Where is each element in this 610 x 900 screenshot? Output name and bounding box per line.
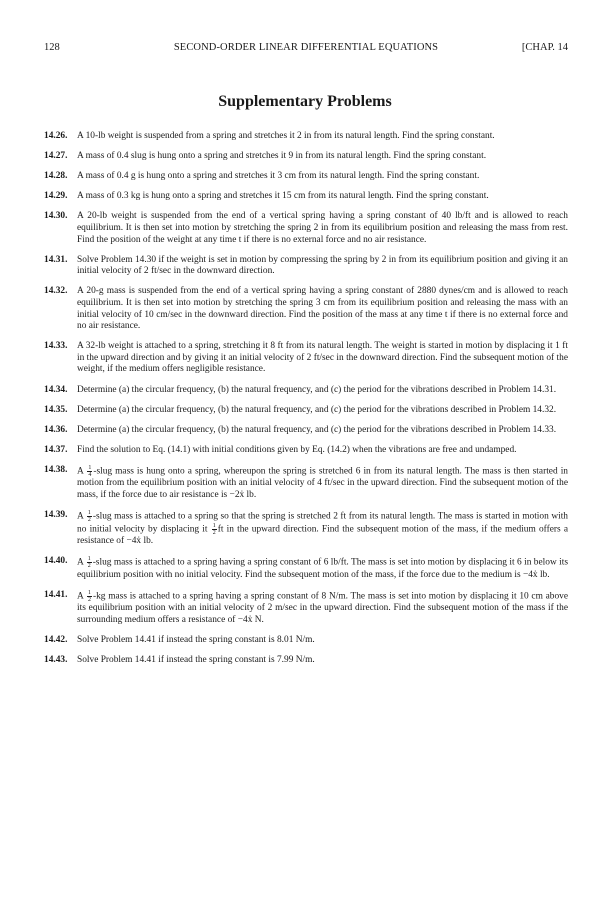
problem-number: 14.38. [44,464,68,475]
problem-number: 14.30. [44,211,68,222]
text-prefix: A [77,511,84,522]
problem-number: 14.27. [44,151,68,162]
problem-14-33 [44,341,568,376]
problem-text: A mass of 0.3 kg is hung onto a spring and stretches it 15 cm from its natural length. Find the spring constant. [77,191,489,202]
problem-14-41 [44,590,568,626]
problem-text: Find the solution to Eq. (14.1) with initial conditions given by Eq. (14.2) when the vibrations are free and undamped. [77,444,517,455]
problem-number: 14.31. [44,254,68,265]
problem-number: 14.41. [44,589,68,600]
text-main: -slug mass is attached to a spring so that the spring is stretched 2 ft from its natural length. The mass is started in motion with no initial velocity by displacing it [77,511,568,535]
problem-14-31 [44,255,568,278]
problem-14-35 [44,405,568,417]
text-tail: ft in the upward direction. Find the subsequent motion of the mass, if the medium offers a resistance of −4ẋ lb. [77,524,568,547]
chapter-label: [CHAP. 14 [521,42,568,53]
text-prefix: A [77,591,84,602]
problem-text: Solve Problem 14.30 if the weight is set in motion by compressing the spring by 2 in from its equilibrium position and giving it an initial velocity of 2 ft/sec in the downward direction. [77,254,568,277]
problem-14-36 [44,425,568,437]
problem-number: 14.26. [44,131,68,141]
text-prefix: A [77,466,84,477]
problem-14-30 [44,211,568,246]
fraction: $\frac{1}{2}$ [212,523,216,537]
problem-list [44,131,568,675]
problem-number: 14.33. [44,341,68,352]
problem-text [77,590,568,626]
running-header [44,41,568,55]
problem-number: 14.42. [44,634,68,645]
page-number: 128 [44,42,60,53]
problem-14-34 [44,385,568,397]
problem-14-40 [44,556,568,581]
problem-text: Determine (a) the circular frequency, (b) the natural frequency, and (c) the period for the vibrations described in Problem 14.31. [77,384,557,395]
problem-number: 14.37. [44,444,68,455]
problem-number: 14.43. [44,654,68,665]
fraction: $\frac{1}{2}$ [87,556,91,570]
problem-text [77,510,568,548]
fraction: $\frac{1}{4}$ [88,464,92,478]
fraction: $\frac{1}{2}$ [87,509,91,523]
problem-text: A 10-lb weight is suspended from a spring and stretches it 2 in from its natural length. Find the spring constant. [77,131,495,141]
fraction: $\frac{1}{2}$ [88,589,91,603]
section-title: Supplementary Problems [218,93,392,110]
text-main: -kg mass is attached to a spring having a spring constant of 8 N/m. The mass is set into motion by displacing it 10 cm above its equilibrium position with an initial velocity of 2 m/sec in the upward direction. Find the subsequent motion of the mass if the surrounding medium offers a resistance of −4ẋ N. [77,591,568,625]
problem-14-38 [44,465,568,501]
problem-14-26 [44,131,568,143]
problem-14-39 [44,510,568,548]
problem-text: Solve Problem 14.41 if instead the spring constant is 8.01 N/m. [77,634,315,645]
problem-14-37 [44,445,568,457]
problem-14-32 [44,286,568,332]
problem-14-42 [44,635,568,647]
problem-text: A 20-g mass is suspended from the end of a vertical spring having a spring constant of 2880 dynes/cm and is allowed to reach equilibrium. It is then set into motion by stretching the spring 3 cm from its equilibrium position and releasing the mass with an initial velocity of 10 cm/sec in the downward direction. Find the position of the mass at any time t if there is no external force and no air resistance. [77,286,568,332]
problem-text: A 20-lb weight is suspended from the end of a vertical spring having a spring constant of 40 lb/ft and is allowed to reach equilibrium. It is then set into motion by stretching the spring 2 in from its equilibrium position and releasing the mass from rest. Find the position of the weight at any time t if there is no external force and no air resistance. [77,211,568,245]
problem-number: 14.32. [44,286,68,297]
problem-number: 14.34. [44,384,68,395]
problem-number: 14.35. [44,404,68,415]
problem-number: 14.40. [44,556,68,567]
text-prefix: A [77,558,84,569]
problem-text: A mass of 0.4 g is hung onto a spring and stretches it 3 cm from its natural length. Find the spring constant. [77,171,480,182]
problem-number: 14.29. [44,191,68,202]
problem-number: 14.28. [44,171,68,182]
problem-text: A mass of 0.4 slug is hung onto a spring and stretches it 9 in from its natural length. Find the spring constant. [77,151,487,162]
problem-text: Solve Problem 14.41 if instead the spring constant is 7.99 N/m. [77,654,315,665]
problem-text [77,465,568,501]
problem-text [77,556,568,581]
problem-text: Determine (a) the circular frequency, (b) the natural frequency, and (c) the period for the vibrations described in Problem 14.33. [77,424,557,435]
problem-14-43 [44,655,568,667]
running-title: SECOND-ORDER LINEAR DIFFERENTIAL EQUATIONS [173,42,439,53]
problem-14-28 [44,171,568,183]
text-main: -slug mass is hung onto a spring, whereupon the spring is stretched 6 in from its natural length. The mass is then started in motion from the equilibrium position with an initial velocity of 4 ft/sec in the upward direction. Find the subsequent motion of the mass, if the force due to air resistance is −2ẋ lb. [77,466,568,500]
problem-number: 14.39. [44,509,68,520]
problem-14-29 [44,191,568,203]
problem-number: 14.36. [44,424,68,435]
problem-14-27 [44,151,568,163]
problem-text: A 32-lb weight is attached to a spring, stretching it 8 ft from its natural length. The weight is started in motion by displacing it 1 ft in the upward direction and by giving it an initial velocity of 2 ft/sec in the downward direction. Find the subsequent motion of the weight, if the medium offers negligible resistance. [77,341,568,375]
text-main: -slug mass is attached to a spring having a spring constant of 6 lb/ft. The mass is set into motion by displacing it 6 in below its equilibrium position with no initial velocity. Find the subsequent motion of the mass, if the force due to the medium is −4ẋ lb. [77,558,568,580]
problem-text: Determine (a) the circular frequency, (b) the natural frequency, and (c) the period for the vibrations described in Problem 14.32. [77,404,557,415]
